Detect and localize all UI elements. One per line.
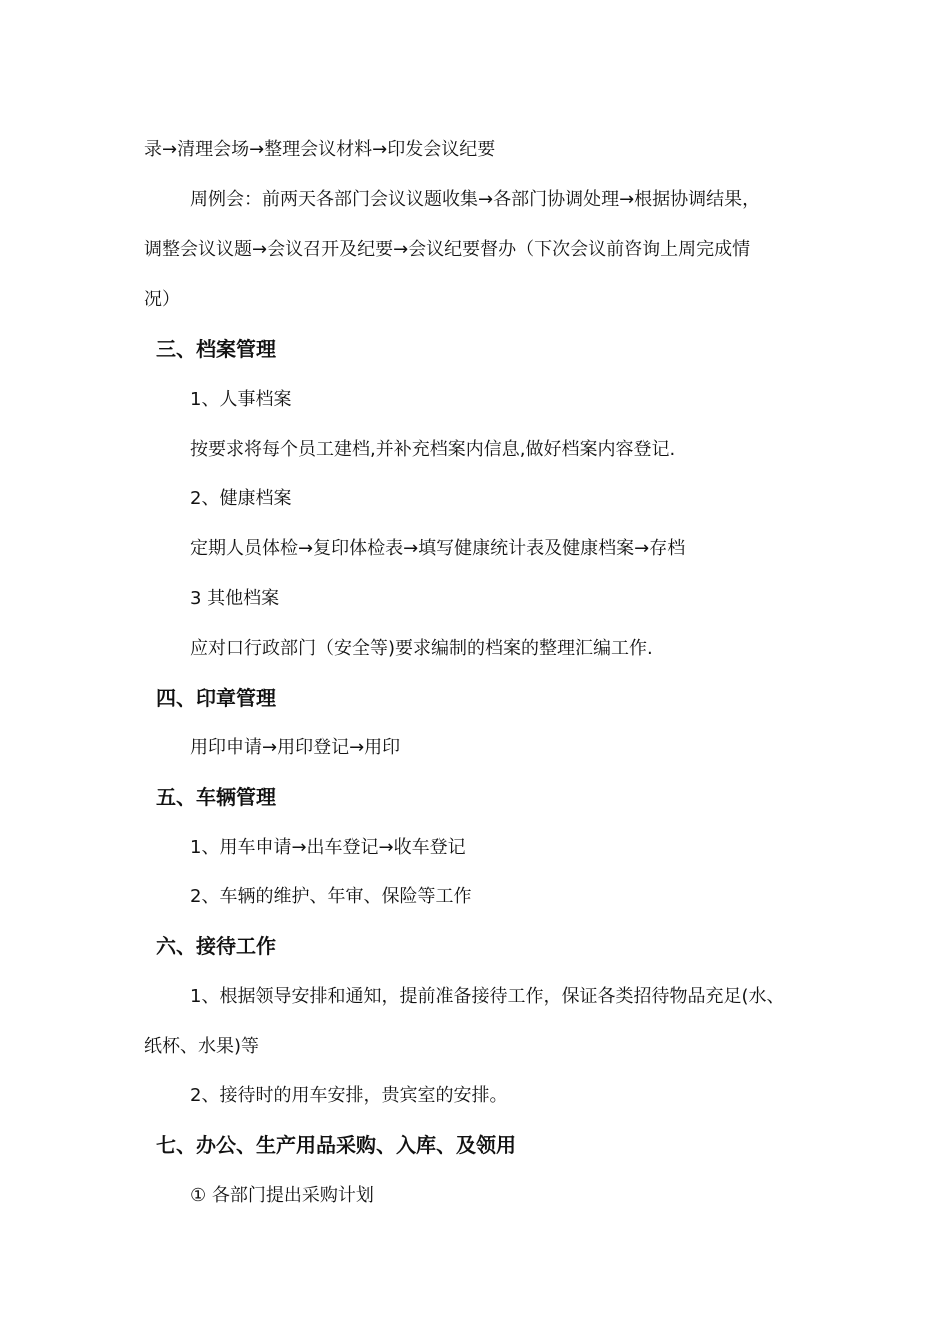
personnel-archives-text: 按要求将每个员工建档,并补充档案内信息,做好档案内容登记. [190, 439, 676, 460]
subsection-health-archives: 2、健康档案 [190, 488, 292, 509]
vehicles-item-1: 1、用车申请→出车登记→收车登记 [190, 837, 466, 858]
health-archives-text: 定期人员体检→复印体检表→填写健康统计表及健康档案→存档 [190, 538, 686, 559]
section-heading-archives: 三、档案管理 [156, 337, 276, 361]
seals-text: 用印申请→用印登记→用印 [190, 737, 401, 758]
weekly-meeting-paragraph-cont: 调整会议议题→会议召开及纪要→会议纪要督办（下次会议前咨询上周完成情 [144, 239, 751, 260]
vehicles-item-2: 2、车辆的维护、年审、保险等工作 [190, 886, 472, 907]
section-heading-seals: 四、印章管理 [156, 686, 276, 710]
section-heading-procurement: 七、办公、生产用品采购、入库、及领用 [156, 1133, 516, 1157]
reception-item-1-cont: 纸杯、水果)等 [144, 1036, 260, 1057]
weekly-meeting-paragraph-end: 况） [144, 289, 180, 310]
other-archives-text: 应对口行政部门（安全等)要求编制的档案的整理汇编工作. [190, 638, 653, 659]
section-heading-vehicles: 五、车辆管理 [156, 785, 276, 809]
weekly-meeting-paragraph: 周例会：前两天各部门会议议题收集→各部门协调处理→根据协调结果， [190, 189, 761, 210]
subsection-personnel-archives: 1、人事档案 [190, 389, 292, 410]
reception-item-2: 2、接待时的用车安排，贵宾室的安排。 [190, 1085, 508, 1106]
section-heading-reception: 六、接待工作 [156, 934, 276, 958]
reception-item-1: 1、根据领导安排和通知，提前准备接待工作，保证各类招待物品充足(水、 [190, 986, 785, 1007]
procurement-item-1: ① 各部门提出采购计划 [190, 1185, 374, 1206]
subsection-other-archives: 3 其他档案 [190, 588, 280, 609]
paragraph-continuation: 录→清理会场→整理会议材料→印发会议纪要 [144, 139, 496, 160]
